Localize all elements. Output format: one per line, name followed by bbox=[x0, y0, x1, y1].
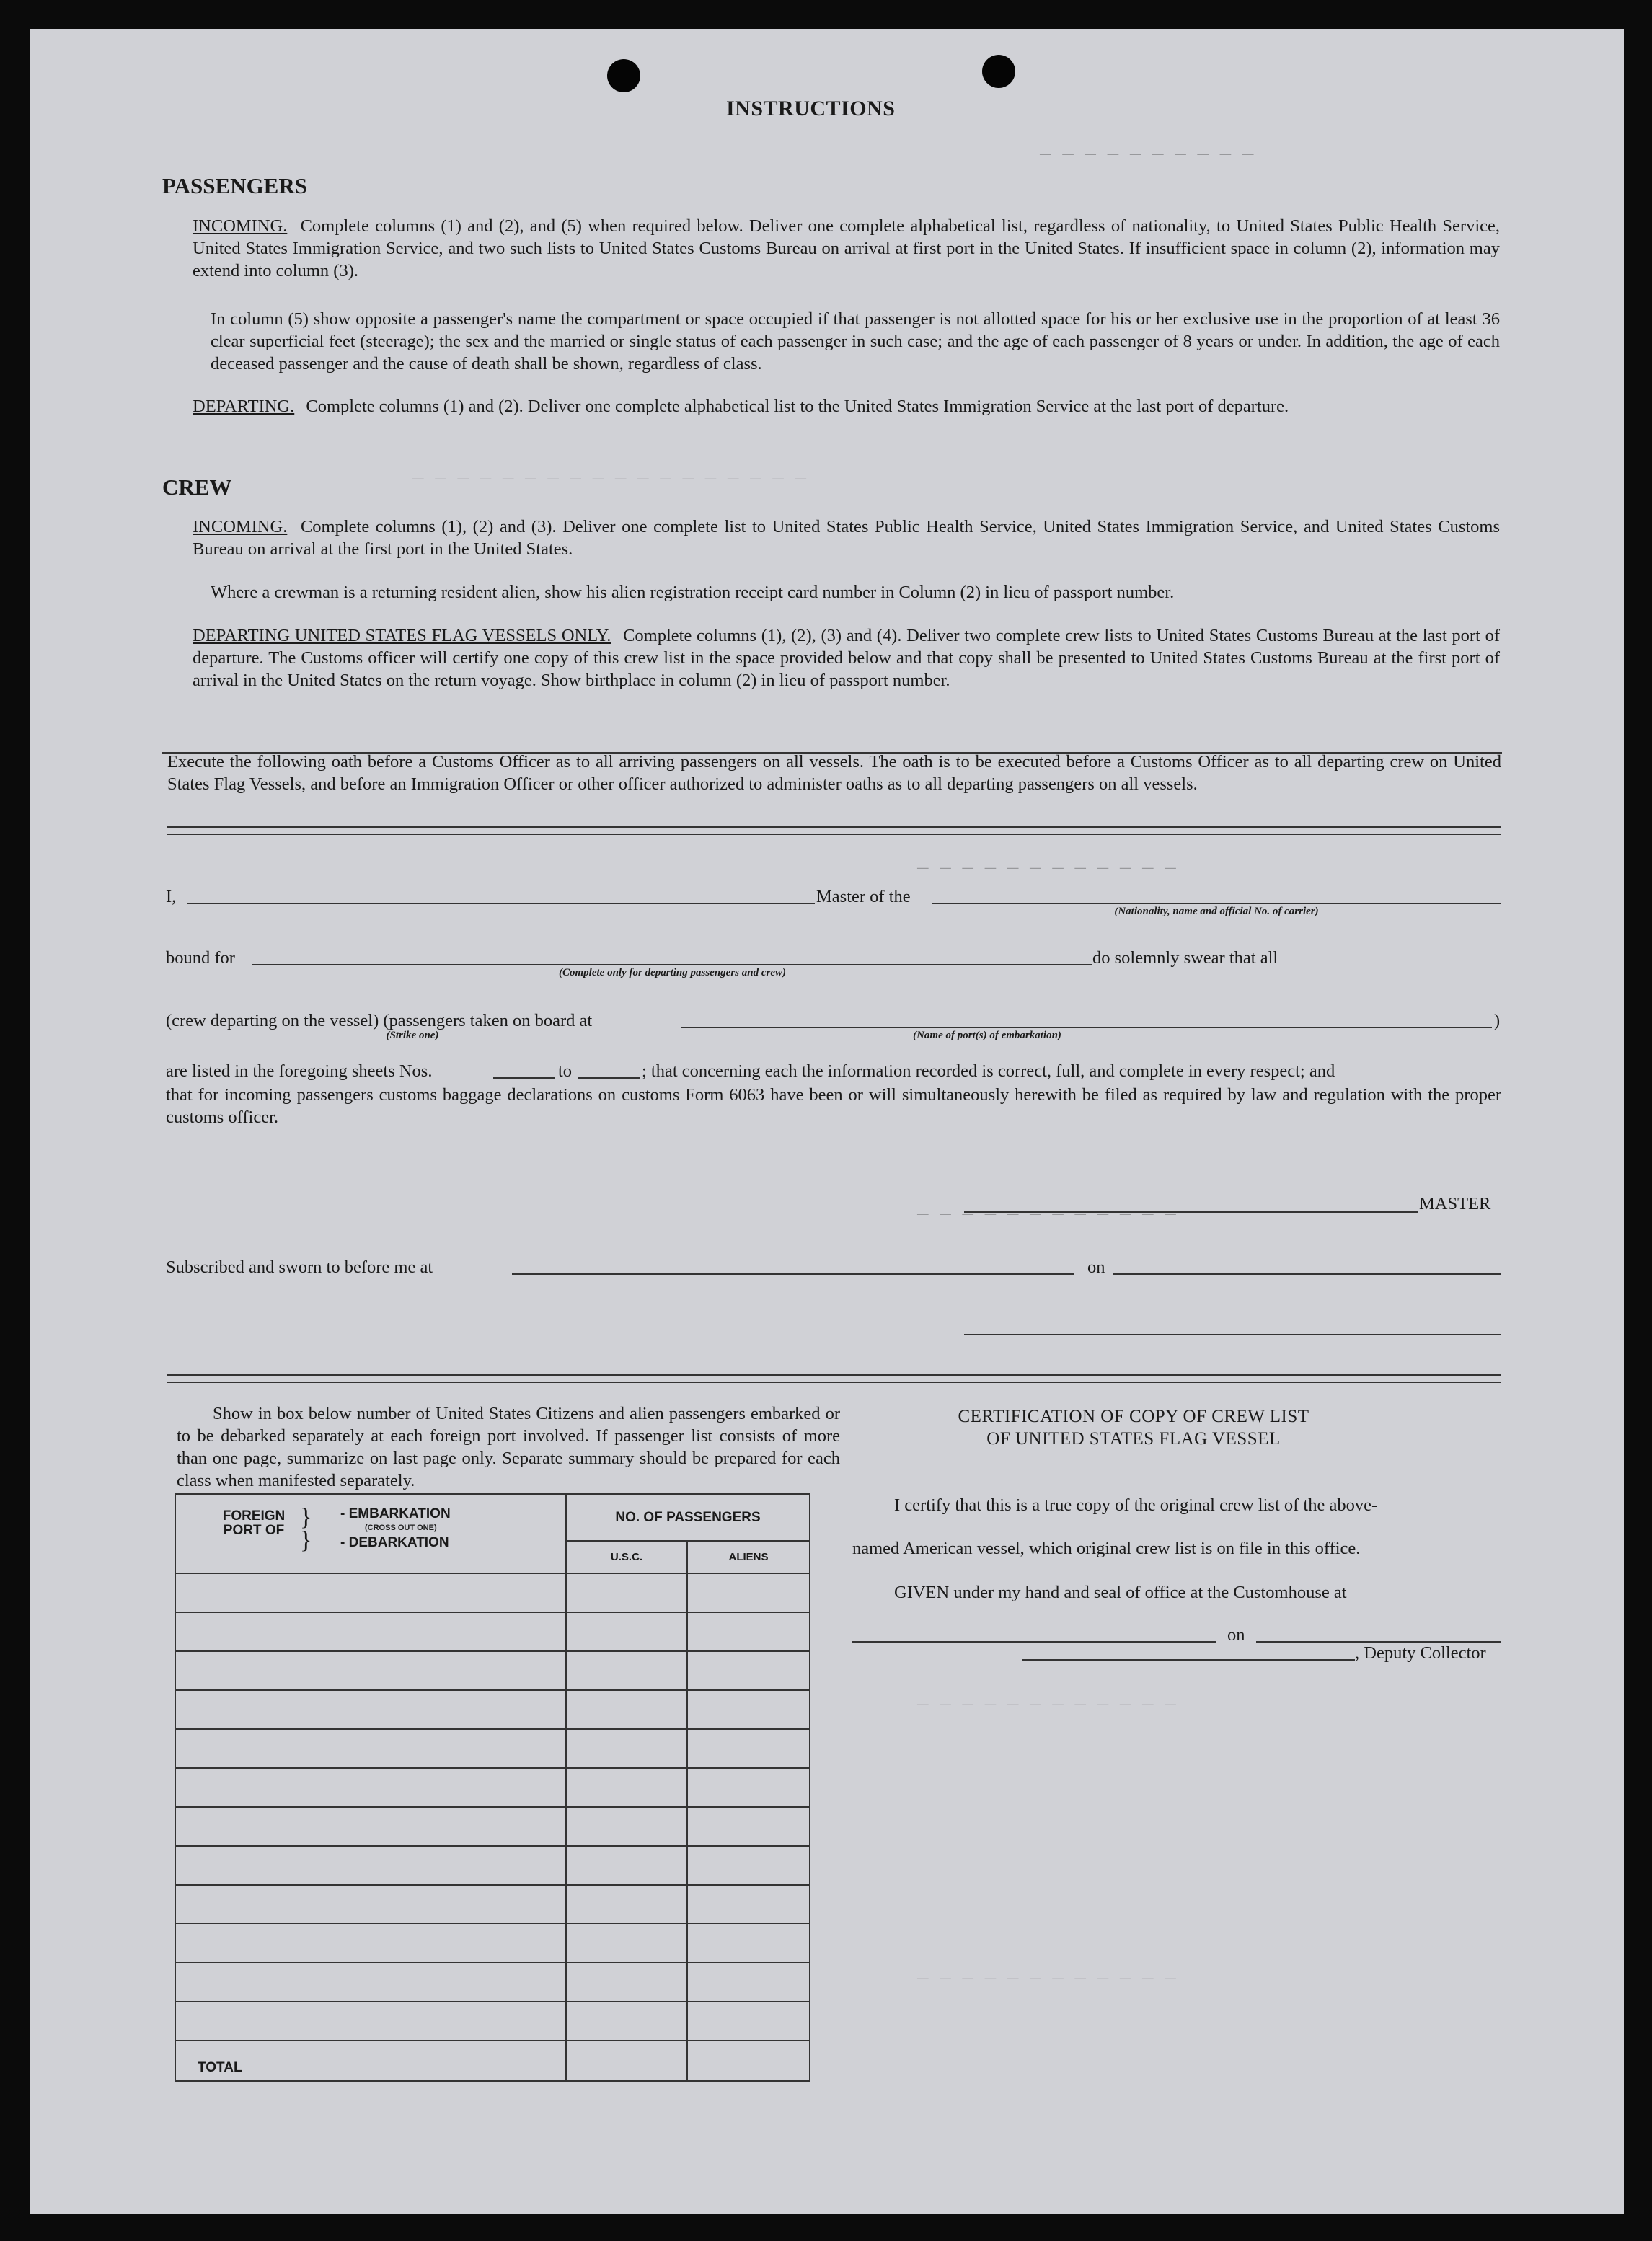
passengers-departing-lead: DEPARTING. bbox=[193, 397, 295, 416]
oath-i-label: I, bbox=[166, 887, 177, 906]
certification-heading bbox=[881, 1405, 1386, 1450]
carrier-caption: (Nationality, name and official No. of carrier) bbox=[1114, 906, 1319, 917]
passengers-column5-paragraph: In column (5) show opposite a passenger's name the compartment or space occupied if that passenger is not allotted space for his or her exclusive use in the proportion of at least 36 clear superficial feet (steerage); the sex and the married or single status of each passenger in such case; and the age of each passenger of 8 years or under. In addition, the age of each deceased passenger and the cause of death shall be shown, regardless of class. bbox=[211, 309, 1500, 374]
no-of-passengers-header: NO. OF PASSENGERS bbox=[566, 1494, 810, 1541]
crew-departing-text: Complete columns (1), (2), (3) and (4). Deliver two complete crew lists to United States Customs Bureau at the last port of departure. The Customs officer will certify one copy of this crew list in the space provided below and that copy shall be presented to United States Customs Bureau at the first port of arrival in the United States on the return voyage. Show birthplace in column (2) in lieu of passport number. bbox=[193, 626, 1500, 690]
passengers-heading: PASSENGERS bbox=[162, 173, 307, 198]
oath-bound-for: bound for bbox=[166, 948, 235, 968]
subscribed-date-line[interactable] bbox=[1113, 1273, 1501, 1275]
usc-total-cell[interactable] bbox=[566, 2041, 687, 2081]
certification-heading-line2: OF UNITED STATES FLAG VESSEL bbox=[986, 1429, 1281, 1449]
oath-master-label: MASTER bbox=[1419, 1194, 1491, 1214]
port-cell[interactable] bbox=[175, 1690, 566, 1729]
aliens-cell[interactable] bbox=[687, 1963, 810, 2002]
divider-double-3 bbox=[167, 1374, 1501, 1376]
carrier-line[interactable] bbox=[932, 903, 1501, 904]
port-cell[interactable] bbox=[175, 1729, 566, 1768]
page-title: INSTRUCTIONS bbox=[726, 97, 896, 120]
certification-on-word: on bbox=[1227, 1625, 1245, 1645]
oath-listed-cont: that for incoming passengers customs baggage declarations on customs Form 6063 have been or will simultaneously herewith be filed as required by law and regulation with the proper customs officer. bbox=[166, 1085, 1501, 1127]
oath-master-of-the: Master of the bbox=[816, 887, 911, 906]
summary-instruction: Show in box below number of United States Citizens and alien passengers embarked or to be debarked separately at each foreign port involved. If passenger list consists of more than one page, summarize on last page only. Separate summary should be prepared for each class when manifested separately. bbox=[177, 1404, 840, 1490]
crew-incoming-paragraph bbox=[193, 516, 1500, 560]
aliens-cell[interactable] bbox=[687, 1651, 810, 1690]
port-cell[interactable] bbox=[175, 1963, 566, 2002]
passengers-departing-paragraph bbox=[193, 395, 1500, 417]
oath-execute-paragraph: Execute the following oath before a Customs Officer as to all arriving passengers on all vessels. The oath is to be executed before a Customs Officer as to all departing crew on United States Flag Vessels, and before an Immigration Officer or other officer authorized to administer oaths as to all departing passengers on all vessels. bbox=[167, 752, 1501, 794]
crew-incoming-text: Complete columns (1), (2) and (3). Deliver one complete list to United States Public Health Service, United States Immigration Service, and United States Customs Bureau on arrival at the first port in the United States. bbox=[193, 517, 1500, 559]
sheet-to-line[interactable] bbox=[578, 1077, 640, 1079]
embarkation-label: - EMBARKATION bbox=[340, 1506, 451, 1521]
port-cell[interactable] bbox=[175, 2002, 566, 2041]
passengers-incoming-paragraph bbox=[193, 215, 1500, 282]
usc-header: U.S.C. bbox=[566, 1541, 687, 1573]
debarkation-label: - DEBARKATION bbox=[340, 1535, 449, 1550]
oath-do-solemnly: do solemnly swear that all bbox=[1092, 948, 1278, 968]
document-page: _ _ _ _ _ _ _ _ _ _ _ _ _ _ _ _ _ _ _ _ _ _ _ _ _ _ _ _ _ _ _ _ _ _ _ _ _ _ _ _ _ _ _ _ _ _ _ _ _ _ _ _ _ _ _ _ _ _ _ _ _ _ _ _ _ _ _ _ _ _ _ _ _ _ _ _ INSTRUCTIONS PASSENGERS INCOMING. Complete columns (1) and (2), and (5) when required below. Deliver one complete alphabetical list, regardless of nationality, to United States Public Health Service, United States Immigration Service, and two such lists to United States Customs Bureau on arrival at first port in the United States. If insufficient space in column (2), information may extend into column (3). In column (5) show opposite a passenger's name the compartment or space occupied if that passenger is not allotted space for his or her exclusive use in the proportion of at least 36 clear superficial feet (steerage); the sex and the married or single status of each passenger in such case; and the age of each passenger of 8 years or under. In addition, the age of each deceased passenger and the cause of death shall be shown, regardless of class. DEPARTING. Complete columns (1) and (2). Deliver one complete alphabetical list to the United States Immigration Service at the last port of departure. CREW INCOMING. Complete columns (1), (2) and (3). Deliver one complete list to United States Public Health Service, United States Immigration Service, and United States Customs Bureau on arrival at the first port in the United States. Where a crewman is a returning resident alien, show his alien registration receipt card number in Column (2) in lieu of passport number. DEPARTING UNITED STATES FLAG VESSELS ONLY. Complete columns (1), (2), (3) and (4). Deliver two complete crew lists to United States Customs Bureau at the last port of departure. The Customs officer will certify one copy of this crew list in the space provided below and that copy shall be presented to United States Customs Bureau at the first port of arrival in the United States on the return voyage. Show birthplace in column (2) in lieu of passport number. Execute the following oath before a Customs Officer as to all arriving passengers on all vessels. The oath is to be executed before a Customs Officer as to all departing crew on United States Flag Vessels, and before an Immigration Officer or other officer authorized to administer oaths as to all departing passengers on all vessels. I, Master of the (Nationality, name and official No. of carrier) bound for (Complete only for departing passengers and crew) do solemnly swear that all (crew departing on the vessel) (passengers taken on board at (Strike one) (Name of port(s) of embarkation) ) are listed in the foregoing sheets Nos. to ; that concerning each the information recorded is correct, full, and complete in every respect; and that for incoming passengers customs baggage declarations on customs Form 6063 have been or will simultaneously herewith be filed as required by law and regulation with the proper customs officer. MASTER Subscribed and sworn to before me at on Show in box below number of United States Citizens and alien passengers embarked or to be debarked separately at each foreign port involved. If passenger list consists of more than one page, summarize on last page only. Separate summary should be prepared for each class when manifested separately. FOREIGN PORT OF } } - EMBARKATION (CROSS OUT ONE) - DEBARKATION NO. OF PASSENGERS U.S.C. ALIENS TOTAL CERTIFICATION OF COPY OF CREW LIST OF UNITED STATES FLAG VESSEL I certify that this is a true copy of the original crew list of the above- named American vessel, which original crew list is on file in this office. GIVEN under my hand and seal of office at the Customhouse at on , Deputy Collector bbox=[30, 29, 1624, 2214]
punch-hole-right bbox=[982, 55, 1015, 88]
port-cell[interactable] bbox=[175, 1612, 566, 1651]
aliens-cell[interactable] bbox=[687, 1807, 810, 1846]
punch-hole-left bbox=[607, 59, 640, 92]
deputy-collector-signature-line[interactable] bbox=[1022, 1659, 1355, 1661]
usc-cell[interactable] bbox=[566, 1885, 687, 1924]
port-cell[interactable] bbox=[175, 1651, 566, 1690]
aliens-cell[interactable] bbox=[687, 1573, 810, 1612]
given-line: GIVEN under my hand and seal of office at the Customhouse at bbox=[894, 1583, 1347, 1602]
divider-double-1 bbox=[167, 826, 1501, 828]
port-cell[interactable] bbox=[175, 1924, 566, 1963]
certification-heading-line1: CERTIFICATION OF COPY OF CREW LIST bbox=[958, 1407, 1309, 1426]
aliens-cell[interactable] bbox=[687, 1612, 810, 1651]
aliens-header: ALIENS bbox=[687, 1541, 810, 1573]
port-header-cell bbox=[175, 1494, 566, 1573]
oath-on-word: on bbox=[1087, 1257, 1105, 1277]
aliens-cell[interactable] bbox=[687, 1885, 810, 1924]
master-signature-line[interactable] bbox=[964, 1211, 1418, 1213]
port-cell[interactable] bbox=[175, 1573, 566, 1612]
certify-line1: I certify that this is a true copy of the original crew list of the above- bbox=[894, 1495, 1378, 1515]
usc-cell[interactable] bbox=[566, 1612, 687, 1651]
usc-cell[interactable] bbox=[566, 1768, 687, 1807]
officer-signature-line[interactable] bbox=[964, 1334, 1501, 1335]
aliens-cell[interactable] bbox=[687, 1846, 810, 1885]
usc-cell[interactable] bbox=[566, 1963, 687, 2002]
aliens-cell[interactable] bbox=[687, 1924, 810, 1963]
oath-to-word: to bbox=[558, 1061, 573, 1081]
master-name-line[interactable] bbox=[187, 903, 815, 904]
usc-cell[interactable] bbox=[566, 1924, 687, 1963]
aliens-cell[interactable] bbox=[687, 2002, 810, 2041]
usc-cell[interactable] bbox=[566, 1807, 687, 1846]
customhouse-line[interactable] bbox=[852, 1641, 1216, 1643]
ports-caption: (Name of port(s) of embarkation) bbox=[913, 1030, 1061, 1041]
port-cell[interactable] bbox=[175, 1846, 566, 1885]
port-cell[interactable] bbox=[175, 1885, 566, 1924]
usc-cell[interactable] bbox=[566, 1651, 687, 1690]
aliens-cell[interactable] bbox=[687, 1690, 810, 1729]
usc-cell[interactable] bbox=[566, 1846, 687, 1885]
certification-date-line[interactable] bbox=[1256, 1641, 1501, 1643]
sheet-from-line[interactable] bbox=[493, 1077, 555, 1079]
crew-heading: CREW bbox=[162, 474, 232, 500]
oath-close-paren: ) bbox=[1494, 1011, 1501, 1030]
aliens-total-cell[interactable] bbox=[687, 2041, 810, 2081]
oath-crew-departing: (crew departing on the vessel) (passengers taken on board at bbox=[166, 1011, 593, 1030]
crew-departing-paragraph bbox=[193, 624, 1500, 691]
port-cell[interactable] bbox=[175, 1807, 566, 1846]
bound-for-line[interactable] bbox=[252, 964, 1092, 965]
aliens-cell[interactable] bbox=[687, 1729, 810, 1768]
deputy-collector-label: , Deputy Collector bbox=[1355, 1643, 1486, 1663]
total-label: TOTAL bbox=[175, 2041, 566, 2081]
usc-cell[interactable] bbox=[566, 1729, 687, 1768]
brace-icon: } } bbox=[300, 1504, 312, 1554]
complete-only-caption: (Complete only for departing passengers and crew) bbox=[559, 967, 786, 978]
crew-departing-lead: DEPARTING UNITED STATES FLAG VESSELS ONLY. bbox=[193, 626, 611, 645]
foreign-port-of-label: FOREIGN PORT OF bbox=[222, 1508, 286, 1538]
divider-double-4 bbox=[167, 1382, 1501, 1383]
oath-subscribed: Subscribed and sworn to before me at bbox=[166, 1257, 433, 1277]
oath-listed-prefix: are listed in the foregoing sheets Nos. bbox=[166, 1061, 433, 1081]
passengers-incoming-lead: INCOMING. bbox=[193, 216, 288, 236]
divider-double-2 bbox=[167, 834, 1501, 835]
crew-incoming-lead: INCOMING. bbox=[193, 517, 288, 536]
usc-cell[interactable] bbox=[566, 2002, 687, 2041]
ports-embarkation-line[interactable] bbox=[681, 1027, 1492, 1028]
oath-listed-suffix: ; that concerning each the information recorded is correct, full, and complete in every respect; and bbox=[642, 1061, 1335, 1081]
passenger-summary-table bbox=[175, 1493, 810, 2082]
passengers-departing-text: Complete columns (1) and (2). Deliver one complete alphabetical list to the United States Immigration Service at the last port of departure. bbox=[306, 397, 1289, 416]
strike-one-caption: (Strike one) bbox=[386, 1030, 439, 1041]
port-cell[interactable] bbox=[175, 1768, 566, 1807]
aliens-cell[interactable] bbox=[687, 1768, 810, 1807]
subscribed-place-line[interactable] bbox=[512, 1273, 1074, 1275]
usc-cell[interactable] bbox=[566, 1573, 687, 1612]
crew-resident-paragraph: Where a crewman is a returning resident alien, show his alien registration receipt card number in Column (2) in lieu of passport number. bbox=[211, 583, 1175, 602]
certify-line2: named American vessel, which original crew list is on file in this office. bbox=[852, 1539, 1361, 1558]
passengers-incoming-text: Complete columns (1) and (2), and (5) when required below. Deliver one complete alphabetical list, regardless of nationality, to United States Public Health Service, United States Immigration Service, and two such lists to United States Customs Bureau on arrival at first port in the United States. If insufficient space in column (2), information may extend into column (3). bbox=[193, 216, 1501, 280]
usc-cell[interactable] bbox=[566, 1690, 687, 1729]
cross-out-one-label: (CROSS OUT ONE) bbox=[365, 1524, 437, 1532]
